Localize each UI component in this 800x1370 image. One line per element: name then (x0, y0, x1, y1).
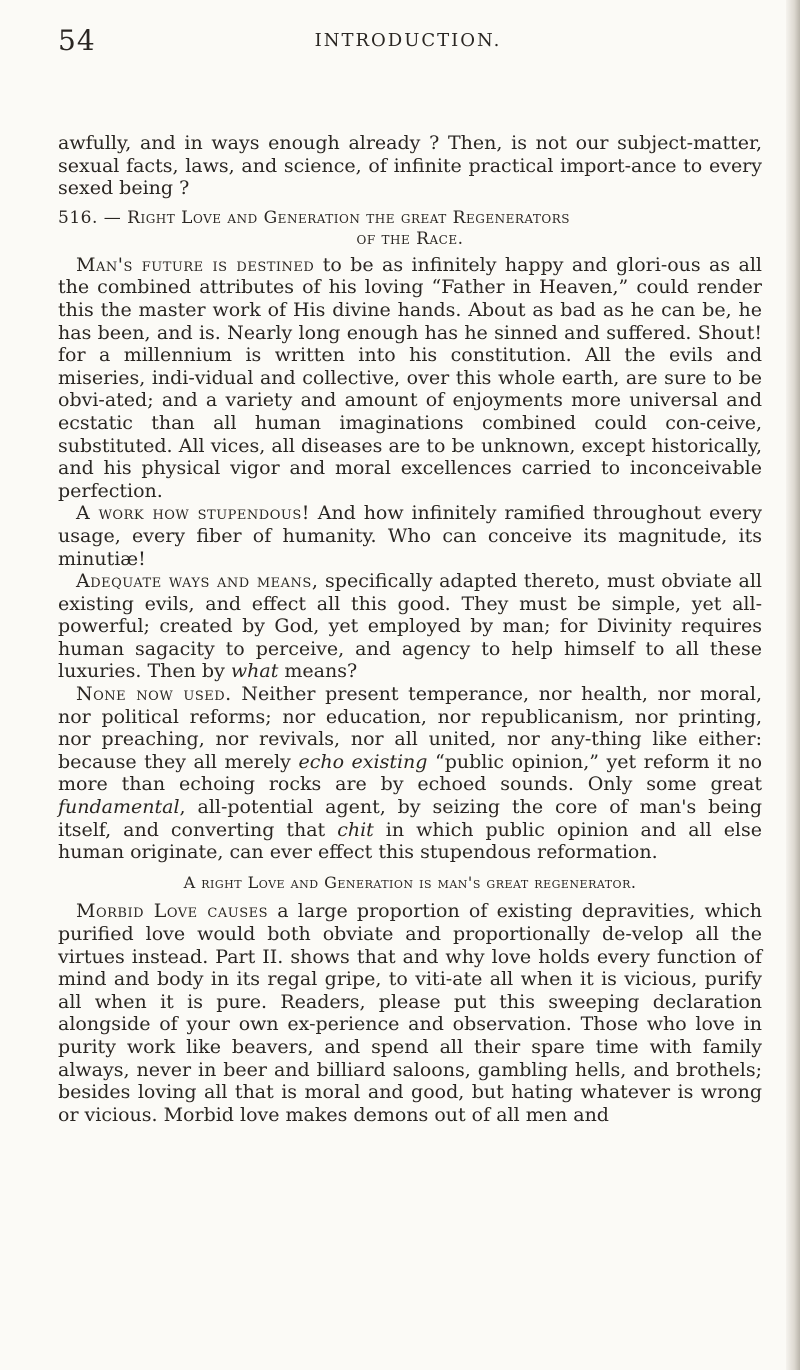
paragraph-text: “public opinion,” yet reform it no more than echoing rocks are by echoed sounds. Only some great (58, 750, 763, 796)
paragraph-text: to be as infinitely happy and glori-ous as all the combined attributes of his loving “Father in Heaven,” could render this the master work of His divine hands. About as bad as he can be, he has been, and is. Nearly long enough has he sinned and suffered. Shout! for a millennium is written into his constitution. All the evils and miseries, indi-vidual and collective, over this whole earth, are sure to be obvi-ated; and a variety and amount of enjoyments more universal and ecstatic than all human imaginations combined could con-ceive, substituted. All vices, all diseases are to be unknown, except historically, and his physical vigor and moral excellences carried to inconceivable perfection. (58, 253, 762, 502)
lead-words: Man's future is destined (76, 253, 315, 276)
lead-words: Adequate ways and means, (76, 570, 319, 593)
body-text (58, 132, 762, 1126)
paragraph-text: And how infinitely ramified throughout every usage, every fiber of humanity. Who can conceive its magnitude, its minutiæ! (58, 502, 762, 570)
section-heading-516 (58, 208, 762, 250)
paragraph-intro: awfully, and in ways enough already ? Then, is not our subject-matter, sexual facts, laws, and science, of infinite practical import-ance to every sexed being ? (58, 132, 762, 200)
emphasis-text: echo existing (298, 750, 428, 773)
centered-heading: A right Love and Generation is man's great regenerator. (183, 872, 637, 892)
page-edge-shadow (786, 0, 800, 1370)
page-header (58, 24, 758, 64)
section-subtitle: of the Race. (356, 228, 464, 249)
paragraph-adequate-ways (58, 570, 762, 683)
lead-words: Morbid Love causes (76, 900, 268, 923)
page-number: 54 (58, 24, 96, 57)
emphasis-text: fundamental (58, 796, 180, 819)
paragraph-mans-future (58, 254, 762, 503)
paragraph-text: a large proportion of existing depravities, which purified love would both obviate and proportionally de-velop all the virtues instead. Part II. shows that and why love holds every function of mind and body in its regal gripe, to viti-ate all when it is vicious, purify all when it is pure. Readers, please put this sweeping declaration alongside of your own ex-perience and observation. Those who love in purity work like beavers, and spend all their spare time with family always, never in beer and billiard saloons, gambling hells, and brothels; besides loving all that is moral and good, but hating whatever is wrong or vicious. Morbid love makes demons out of all men and (58, 900, 762, 1126)
paragraph-text: , all-potential agent, by seizing the core of man's being itself, and converting that (58, 796, 762, 841)
paragraph-text: Neither present temperance, nor health, nor moral, nor political reforms; nor education, nor republicanism, nor printing, nor preaching, nor revivals, nor all united, nor any-thing like either: because they all merely (58, 683, 762, 773)
paragraph-none-now-used (58, 683, 762, 864)
lead-words: None now used. (76, 683, 232, 706)
emphasis-text: chit (337, 818, 374, 841)
paragraph-text: specifically adapted thereto, must obviate all existing evils, and effect all this good. They must be simple, yet all-powerful; created by God, yet employed by man; for Divinity requires human sagacity to perceive, and agency to help himself to all these luxuries. Then by (58, 570, 762, 683)
lead-words: A work how stupendous! (76, 502, 310, 525)
paragraph-a-work (58, 502, 762, 570)
emphasis-text: what (230, 660, 279, 683)
paragraph-morbid-love (58, 900, 762, 1126)
section-number: 516. — (58, 207, 128, 228)
running-head: INTRODUCTION. (314, 30, 502, 51)
paragraph-text: in which public opinion and all else human originate, can ever effect this stupendous reformation. (58, 818, 763, 864)
paragraph-text: means? (278, 660, 358, 683)
section-title: Right Love and Generation the great Regenerators (127, 207, 570, 228)
